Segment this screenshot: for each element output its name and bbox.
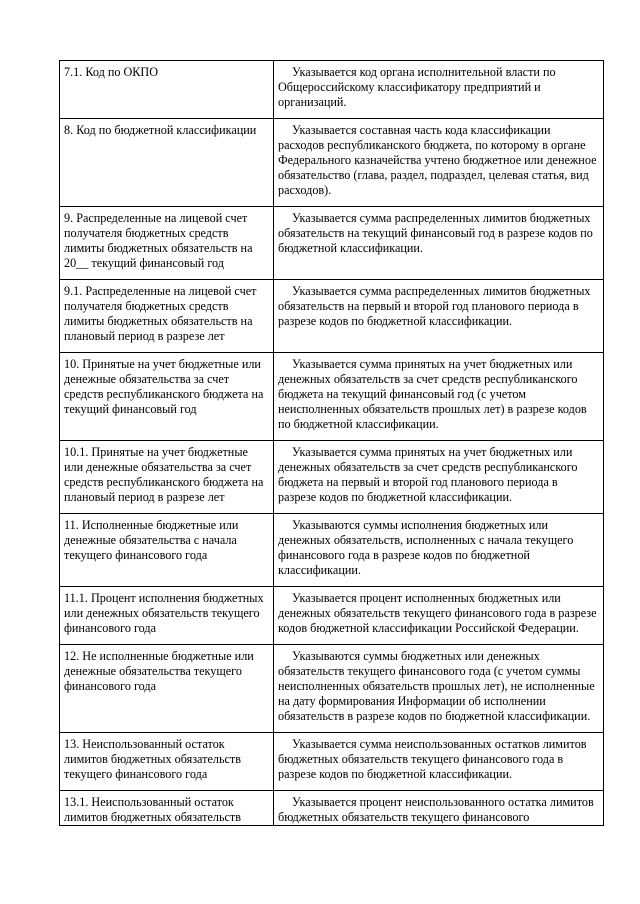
table-row — [60, 645, 604, 733]
field-description-cell — [274, 280, 604, 353]
table-row — [60, 791, 604, 826]
field-description-text: Указывается код органа исполнительной власти по Общероссийскому классификатору предприятий и организаций. — [278, 65, 556, 109]
field-description-cell — [274, 353, 604, 441]
field-name-cell: 10. Принятые на учет бюджетные или денежные обязательства за счет средств республиканского бюджета на текущий финансовый год — [60, 353, 274, 441]
field-name-cell: 8. Код по бюджетной классификации — [60, 119, 274, 207]
field-description-cell — [274, 645, 604, 733]
field-description-table — [59, 60, 604, 826]
field-name-cell: 11.1. Процент исполнения бюджетных или денежных обязательств текущего финансового года — [60, 587, 274, 645]
table-row — [60, 280, 604, 353]
table-row — [60, 514, 604, 587]
field-description-text: Указывается процент исполненных бюджетных или денежных обязательств текущего финансового года в разрезе кодов бюджетной классификации Российской Федерации. — [278, 591, 597, 635]
field-description-cell — [274, 514, 604, 587]
table-row — [60, 733, 604, 791]
field-description-text: Указываются суммы исполнения бюджетных или денежных обязательств, исполненных с начала текущего финансового года в разрезе кодов по бюджетной классификации. — [278, 518, 574, 577]
field-description-cell — [274, 791, 604, 826]
field-description-text: Указывается сумма принятых на учет бюджетных или денежных обязательств за счет средств республиканского бюджета на текущий финансовый год (с учетом неисполненных обязательств прошлых лет) в разрезе кодов по бюджетной классификации. — [278, 357, 587, 431]
field-description-cell — [274, 207, 604, 280]
table-row — [60, 119, 604, 207]
field-description-text: Указывается сумма неиспользованных остатков лимитов бюджетных обязательств текущего финансового года в разрезе кодов по бюджетной классификации. — [278, 737, 587, 781]
field-description-cell — [274, 587, 604, 645]
field-description-text: Указывается процент неиспользованного остатка лимитов бюджетных обязательств текущего финансового — [278, 795, 594, 824]
table-row — [60, 61, 604, 119]
field-name-cell: 10.1. Принятые на учет бюджетные или денежные обязательства за счет средств республиканского бюджета на плановый период в разрезе лет — [60, 441, 274, 514]
field-name-cell: 7.1. Код по ОКПО — [60, 61, 274, 119]
table-row — [60, 207, 604, 280]
field-description-cell — [274, 119, 604, 207]
table-row — [60, 587, 604, 645]
table-row — [60, 353, 604, 441]
field-description-text: Указывается сумма распределенных лимитов бюджетных обязательств на текущий финансовый год в разрезе кодов по бюджетной классификации. — [278, 211, 593, 255]
field-description-text: Указываются суммы бюджетных или денежных обязательств текущего финансового года (с учетом суммы неисполненных обязательств прошлых лет), не исполненные на дату формирования Информации об исполнении обязательств в разрезе кодов по бюджетной классификации. — [278, 649, 595, 723]
field-description-cell — [274, 61, 604, 119]
field-description-cell — [274, 733, 604, 791]
field-name-cell: 11. Исполненные бюджетные или денежные обязательства с начала текущего финансового года — [60, 514, 274, 587]
field-name-cell: 9.1. Распределенные на лицевой счет получателя бюджетных средств лимиты бюджетных обязательств на плановый период в разрезе лет — [60, 280, 274, 353]
field-description-text: Указывается сумма принятых на учет бюджетных или денежных обязательств за счет средств республиканского бюджета на первый и второй год планового периода в разрезе кодов по бюджетной классификации. — [278, 445, 578, 504]
field-name-cell: 9. Распределенные на лицевой счет получателя бюджетных средств лимиты бюджетных обязательств на 20__ текущий финансовый год — [60, 207, 274, 280]
field-description-text: Указывается сумма распределенных лимитов бюджетных обязательств на первый и второй год планового периода в разрезе кодов по бюджетной классификации. — [278, 284, 591, 328]
table-row — [60, 441, 604, 514]
field-description-cell — [274, 441, 604, 514]
field-name-cell: 13. Неиспользованный остаток лимитов бюджетных обязательств текущего финансового года — [60, 733, 274, 791]
field-name-cell: 13.1. Неиспользованный остаток лимитов бюджетных обязательств — [60, 791, 274, 826]
field-description-text: Указывается составная часть кода классификации расходов республиканского бюджета, по которому в органе Федерального казначейства учтено бюджетное или денежное обязательство (глава, раздел, подраздел, целевая статья, вид расходов). — [278, 123, 597, 197]
field-name-cell: 12. Не исполненные бюджетные или денежные обязательства текущего финансового года — [60, 645, 274, 733]
